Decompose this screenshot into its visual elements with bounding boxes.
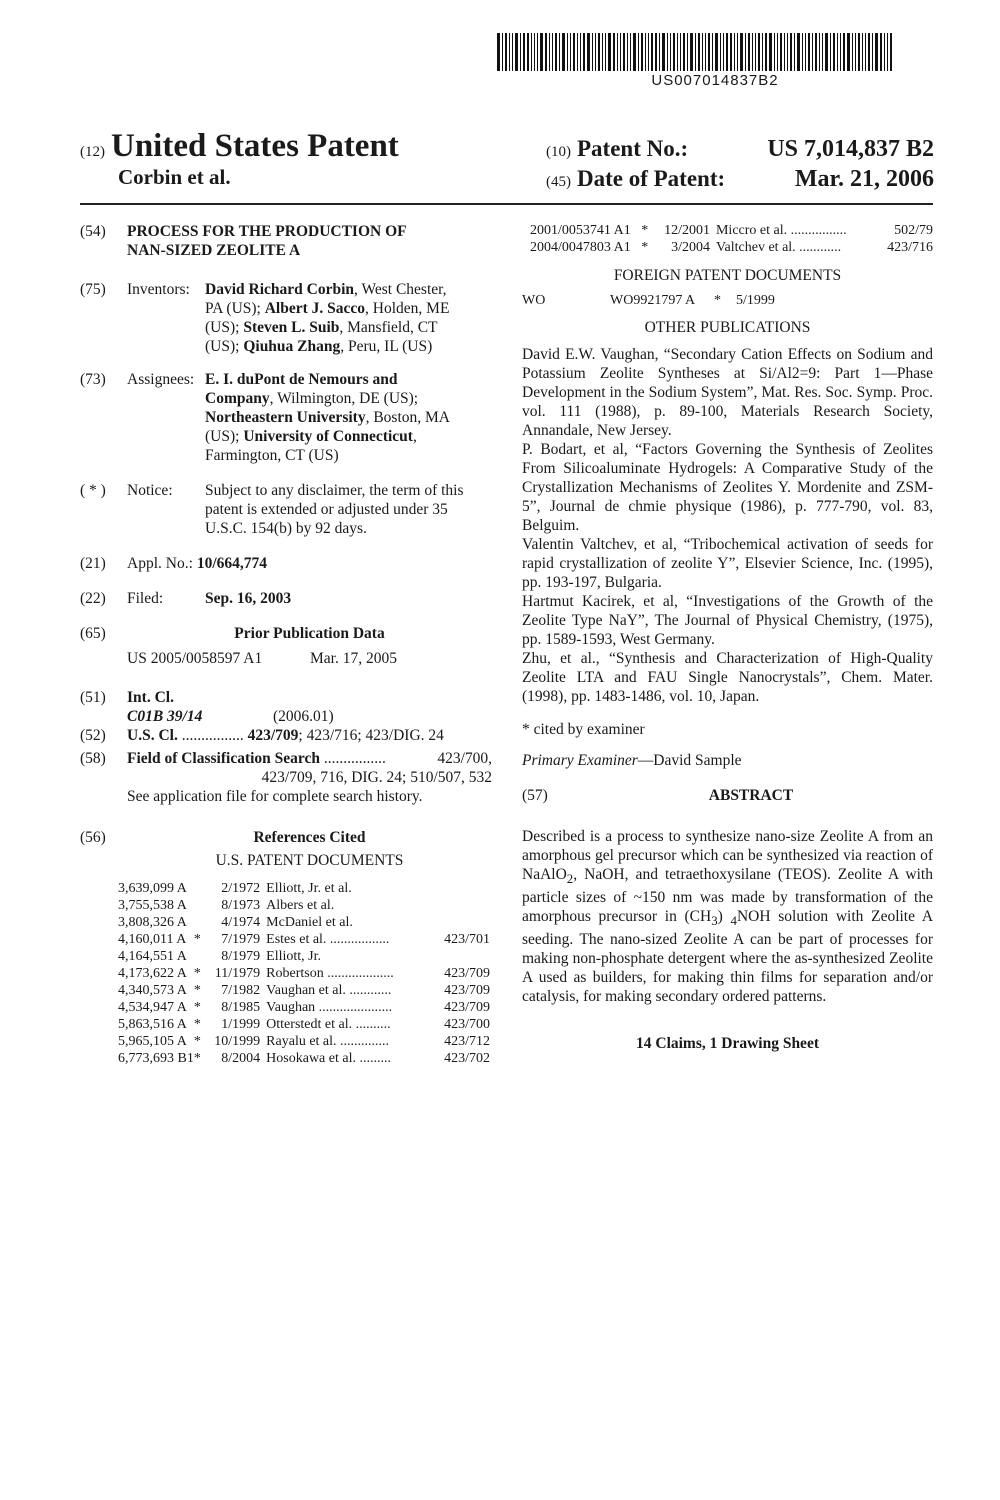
barcode-bar — [765, 33, 767, 71]
field-65: (65) Prior Publication Data — [80, 624, 492, 643]
authors: Corbin et al. — [118, 165, 231, 189]
barcode-bar — [527, 33, 529, 71]
barcode-bar — [843, 33, 845, 71]
notice-text: Subject to any disclaimer, the term of this patent is extended or adjusted under 35 U.S.C. 154(b) by 92 days. — [205, 482, 464, 537]
barcode-bar — [638, 33, 639, 71]
barcode-bar — [720, 33, 721, 71]
publication: Hartmut Kacirek, et al, “Investigations of the Growth of the Zeolite Type NaY”, The Journal of Physical Chemistry, (1975), pp. 1589-1593, West Germany. — [522, 593, 933, 648]
barcode-bar — [509, 33, 510, 71]
primary-examiner: Primary Examiner—David Sample — [522, 752, 742, 769]
reference-row: 3,755,538 A 8/1973 Albers et al. — [118, 898, 335, 913]
invention-title: PROCESS FOR THE PRODUCTION OF NAN-SIZED ZEOLITE A — [127, 223, 407, 259]
barcode-bar — [812, 33, 813, 71]
int-class: C01B 39/14 — [127, 708, 203, 725]
reference-row: 5,863,516 A * 1/1999 Otterstedt et al. .......... 423/700 — [118, 1017, 490, 1032]
barcode-bar — [531, 33, 532, 71]
barcode-bar — [698, 33, 700, 71]
inventor-line: David Richard Corbin, West Chester, — [205, 281, 447, 298]
barcode-bar — [670, 33, 671, 71]
cited-by-examiner: * cited by examiner — [522, 721, 645, 738]
barcode-bar — [555, 33, 557, 71]
barcode-bar — [673, 33, 675, 71]
foreign-docs-heading: FOREIGN PATENT DOCUMENTS — [613, 267, 842, 284]
barcode-bar — [840, 33, 841, 71]
barcode-bar — [512, 33, 513, 71]
reference-row: 4,164,551 A 8/1979 Elliott, Jr. — [118, 949, 322, 964]
us-references-table — [118, 880, 490, 1067]
assignee-line: E. I. duPont de Nemours and — [205, 371, 398, 388]
barcode-bar — [805, 33, 806, 71]
barcode-number: US007014837B2 — [651, 72, 779, 89]
reference-row: 5,965,105 A * 10/1999 Rayalu et al. .............. 423/712 — [118, 1034, 490, 1049]
patent-type-title: United States Patent — [111, 128, 399, 164]
reference-row: 6,773,693 B1 * 8/2004 Hosokawa et al. ......... 423/702 — [118, 1051, 490, 1066]
left-column — [80, 222, 492, 1067]
header-rule — [80, 203, 933, 205]
barcode-bar — [712, 33, 713, 71]
barcode-bar — [559, 33, 560, 71]
barcode-bar — [567, 33, 568, 71]
barcode-bar — [605, 33, 606, 71]
barcode-bar — [515, 33, 518, 71]
barcode-bar — [808, 33, 810, 71]
barcode-bar — [683, 33, 685, 71]
barcode-bar — [549, 33, 550, 71]
reference-row: 4,160,011 A * 7/1979 Estes et al. ................. 423/701 — [118, 932, 490, 947]
assignee-line: Northeastern University, Boston, MA — [205, 409, 450, 426]
field-21: (21) Appl. No.: 10/664,774 — [80, 554, 492, 573]
code-12: (12) — [80, 144, 105, 160]
other-pubs-heading: OTHER PUBLICATIONS — [644, 319, 811, 336]
barcode-bar — [880, 33, 882, 71]
patent-header-left — [80, 128, 399, 190]
barcode-bar — [819, 33, 820, 71]
barcode-bar — [784, 33, 785, 71]
field-57: (57) ABSTRACT — [522, 786, 933, 805]
barcode-bar — [825, 33, 828, 71]
abstract-text: Described is a process to synthesize nano-size Zeolite A from an amorphous gel precursor which can be synthesized via reaction of NaAlO$_2$, NaOH, and tetraethoxysilane (TEOS). Zeolite A with particle sizes of ~150 nm was made by transformation of the amorphous precursor in $(CH_3)$ $_4$NOH solution with Zeolite A seeding. The nano-sized Zeolite A can be part of processes for making non-phosphate detergent where the as-synthesized Zeolite A used as builders, for making thin films for separation and/or catalysis, for making secondary ordered patterns. — [522, 828, 934, 1006]
field-58: (58) Field of Classification Search ................ 423/700, 423/709, 716, DIG. 24; 510/507, 532 See application file for complete search history. — [80, 750, 492, 805]
barcode-bar — [562, 33, 565, 71]
barcode-bar — [573, 33, 575, 71]
field-73: (73) Assignees: E. I. duPont de Nemours and Company, Wilmington, DE (US); Northeastern University, Boston, MA (US); University of Connecticut, Farmington, CT (US) — [80, 370, 492, 465]
barcode-bar — [730, 33, 732, 71]
references-heading: References Cited — [253, 829, 366, 846]
code-45: (45) — [546, 174, 571, 190]
barcode-bar — [595, 33, 596, 71]
barcode-bar — [822, 33, 823, 71]
barcode-bar — [655, 33, 657, 71]
barcode-bar — [648, 33, 649, 71]
reference-row: 2001/0053741 A1 * 12/2001 Miccro et al. ................ 502/79 — [530, 223, 933, 238]
barcode-bar — [862, 33, 863, 71]
barcode-bar — [723, 33, 724, 71]
field-75: (75) Inventors: David Richard Corbin, West Chester, PA (US); Albert J. Sacco, Holden, ME (US); Steven L. Suib, Mansfield, CT (US); Qiuhua Zhang, Peru, IL (US) — [80, 280, 492, 356]
barcode-bar — [794, 33, 795, 71]
us-references-continued — [530, 222, 933, 256]
barcode-bar — [580, 33, 581, 71]
barcode-bar — [583, 33, 585, 71]
barcode-bar — [802, 33, 803, 71]
barcode-bar — [587, 33, 590, 71]
barcode-bar — [875, 33, 878, 71]
us-patent-docs-heading: U.S. PATENT DOCUMENTS — [215, 852, 404, 869]
barcode-bar — [505, 33, 507, 71]
barcode-bar — [534, 33, 535, 71]
patent-no-label: Patent No.: — [577, 136, 689, 161]
barcode-bar — [762, 33, 763, 71]
barcode-bar — [497, 33, 500, 71]
inventors — [205, 280, 492, 356]
barcode-bar — [633, 33, 636, 71]
filed-date: Sep. 16, 2003 — [205, 590, 292, 607]
barcode-bar — [695, 33, 696, 71]
barcode-bar — [705, 33, 706, 71]
foreign-doc-row: WO WO9921797 A * 5/1999 — [522, 293, 775, 308]
field-56: (56) References Cited — [80, 828, 492, 847]
barcode-bar — [552, 33, 553, 71]
field-notice: ( * ) Notice: Subject to any disclaimer, the term of this patent is extended or adjusted under 35 U.S.C. 154(b) by 92 days. — [80, 481, 492, 538]
appl-no: 10/664,774 — [196, 555, 268, 572]
barcode-bar — [608, 33, 611, 71]
barcode-bar — [598, 33, 600, 71]
barcode-bar — [855, 33, 856, 71]
inventor-line: PA (US); Albert J. Sacco, Holden, ME — [205, 300, 450, 317]
barcode-bar — [613, 33, 615, 71]
barcode-bar — [865, 33, 866, 71]
barcode-bar — [833, 33, 835, 71]
barcode-bar — [837, 33, 838, 71]
barcode-bar — [872, 33, 873, 71]
barcode-bar — [740, 33, 743, 71]
barcode-bar — [797, 33, 800, 71]
prior-pub-row: US 2005/0058597 A1 Mar. 17, 2005 — [127, 650, 397, 667]
barcode-bar — [726, 33, 728, 71]
barcode-bar — [745, 33, 746, 71]
barcode-bar — [523, 33, 525, 71]
barcode-bar — [852, 33, 853, 71]
abstract-heading: ABSTRACT — [708, 787, 794, 804]
inventor-line: (US); Steven L. Suib, Mansfield, CT — [205, 319, 438, 336]
publication: Valentin Valtchev, et al, “Tribochemical activation of seeds for rapid crystallization of zeolite Y”, Elsevier Science, Inc. (1995), pp. 193-197, Bulgaria. — [522, 536, 933, 591]
barcode-bar — [677, 33, 678, 71]
assignee-line: (US); University of Connecticut, — [205, 428, 417, 445]
barcode-bar — [774, 33, 775, 71]
barcode-bar — [780, 33, 782, 71]
barcode-bar — [737, 33, 738, 71]
barcode-bar — [847, 33, 850, 71]
assignees — [205, 370, 492, 465]
barcode-bar — [630, 33, 631, 71]
barcode-bar — [577, 33, 578, 71]
barcode-bar — [620, 33, 621, 71]
reference-row: 2004/0047803 A1 * 3/2004 Valtchev et al. ............ 423/716 — [530, 240, 933, 255]
barcode-bar — [545, 33, 547, 71]
barcode-bar — [602, 33, 603, 71]
assignee-line: Farmington, CT (US) — [205, 447, 339, 464]
reference-row: 4,173,622 A * 11/1979 Robertson ................... 423/709 — [118, 966, 490, 981]
inventor-line: (US); Qiuhua Zhang, Peru, IL (US) — [205, 338, 433, 355]
barcode-bar — [540, 33, 543, 71]
claims-summary: 14 Claims, 1 Drawing Sheet — [636, 1035, 819, 1053]
barcode-bar — [641, 33, 643, 71]
barcode-bar — [702, 33, 703, 71]
barcode-bar — [570, 33, 571, 71]
barcode-bar — [858, 33, 860, 71]
barcode-bar — [690, 33, 693, 71]
barcode-bar — [659, 33, 660, 71]
barcode-bar — [715, 33, 718, 71]
patent-header-right — [546, 136, 934, 196]
other-publications — [522, 345, 933, 706]
barcode-bar — [734, 33, 735, 71]
code-10: (10) — [546, 144, 571, 160]
field-22: (22) Filed: Sep. 16, 2003 — [80, 589, 492, 608]
barcode-bar — [815, 33, 817, 71]
barcode-bar — [887, 33, 888, 71]
barcode-bar — [651, 33, 653, 71]
publication: P. Bodart, et al, “Factors Governing the Synthesis of Zeolites From Silicoaluminate Hydrogels: A Comparative Study of the Crystallization Mechanisms of Zeolites Y. Mordenite and ZSM-5”, Journal de chmie physique (1986), p. 777-790, vol. 83, Belguim. — [522, 441, 933, 534]
barcode-bar — [623, 33, 625, 71]
barcode-bar — [769, 33, 772, 71]
barcode-bar — [830, 33, 831, 71]
date-label: Date of Patent: — [577, 166, 726, 191]
barcode-bar — [502, 33, 503, 71]
reference-row: 4,534,947 A * 8/1985 Vaughan ..................... 423/709 — [118, 1000, 490, 1015]
right-column — [522, 222, 933, 1053]
patent-date: Mar. 21, 2006 — [794, 166, 934, 192]
reference-row: 4,340,573 A * 7/1982 Vaughan et al. ............ 423/709 — [118, 983, 490, 998]
barcode-bar — [777, 33, 778, 71]
patent-no: US 7,014,837 B2 — [767, 136, 934, 162]
barcode-bar — [627, 33, 628, 71]
barcode-bar — [537, 33, 538, 71]
reference-row: 3,808,326 A 4/1974 McDaniel et al. — [118, 915, 353, 930]
barcode-bar — [890, 33, 892, 71]
prior-pub-heading: Prior Publication Data — [234, 625, 385, 642]
barcode-bar — [645, 33, 646, 71]
publication: David E.W. Vaughan, “Secondary Cation Effects on Sodium and Potassium Zeolite Syntheses at Si/Al2=9: Part 1—Phase Development in the Sodium System”, Mat. Res. Soc. Symp. Proc. vol. 111 (1988), p. 89-100, Materials Research Society, Annandale, New Jersey. — [522, 346, 933, 439]
assignee-line: Company, Wilmington, DE (US); — [205, 390, 419, 407]
field-51: (51) Int. Cl. C01B 39/14 (2006.01) — [80, 689, 334, 725]
barcode-bar — [667, 33, 668, 71]
barcode-bar — [592, 33, 593, 71]
field-52: (52) U.S. Cl. ................ 423/709; 423/716; 423/DIG. 24 — [80, 727, 444, 744]
barcode-bar — [790, 33, 792, 71]
barcode-bar — [617, 33, 618, 71]
barcode-bar — [748, 33, 750, 71]
reference-row: 3,639,099 A 2/1972 Elliott, Jr. et al. — [118, 881, 352, 896]
field-54: (54) PROCESS FOR THE PRODUCTION OF NAN-SIZED ZEOLITE A — [80, 222, 492, 260]
barcode-bar — [687, 33, 688, 71]
barcode — [497, 33, 933, 71]
barcode-bar — [520, 33, 521, 71]
barcode-bar — [755, 33, 756, 71]
publication: Zhu, et al., “Synthesis and Characterization of High-Quality Zeolite LTA and FAU Single Nanocrystals”, Chem. Mater. (1998), pp. 1483-1486, vol. 10, Japan. — [522, 650, 933, 705]
barcode-bar — [868, 33, 870, 71]
barcode-bar — [787, 33, 788, 71]
barcode-bar — [758, 33, 760, 71]
barcode-bar — [708, 33, 710, 71]
barcode-bar — [884, 33, 885, 71]
barcode-bar — [752, 33, 753, 71]
barcode-bar — [680, 33, 681, 71]
barcode-bar — [662, 33, 665, 71]
